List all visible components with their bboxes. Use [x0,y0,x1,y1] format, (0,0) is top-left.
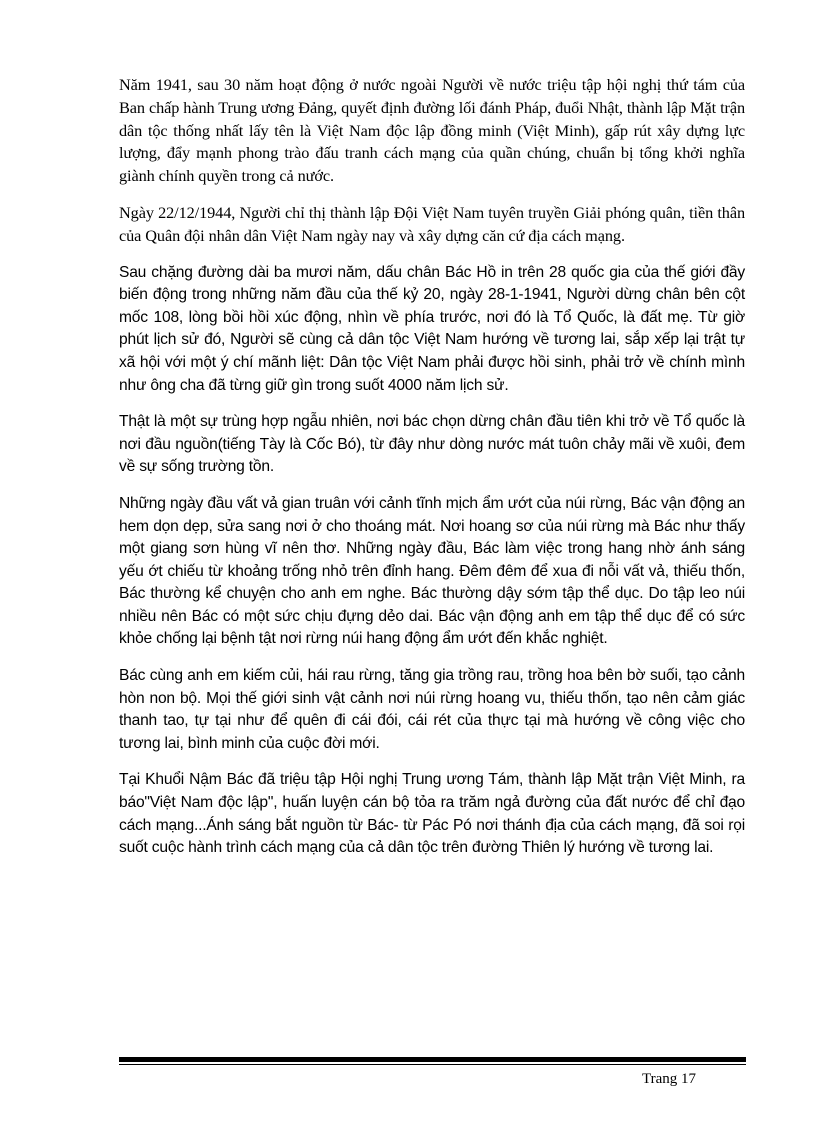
paragraph-coc-bo: Thật là một sự trùng hợp ngẫu nhiên, nơi bác chọn dừng chân đầu tiên khi trở về Tổ quốc là nơi đầu nguồn(tiếng Tày là Cốc Bó), từ đây như dòng nước mát tuôn chảy mãi về xuôi, đem về sự sống trường tồn. [119,413,745,476]
paragraph-liberation-army: Ngày 22/12/1944, Người chỉ thị thành lập Đội Việt Nam tuyên truyền Giải phóng quân, tiền thân của Quân đội nhân dân Việt Nam ngày nay và xây dựng căn cứ địa cách mạng. [119,202,745,245]
footer-divider-thin [119,1064,746,1065]
paragraph-daily-life: Bác cùng anh em kiếm củi, hái rau rừng, tăng gia trồng rau, trồng hoa bên bờ suối, tạo cảnh hòn non bộ. Mọi thế giới sinh vật cảnh nơi núi rừng hoang vu, thiếu thốn, tạo nên cảm giác thanh tao, tự tại như để quên đi cái đói, cái rét của thực tại mà hướng về công việc cho tương lai, bình minh của cuộc đời mới. [119,667,745,752]
paragraph-early-days: Những ngày đầu vất vả gian truân với cảnh tĩnh mịch ẩm ướt của núi rừng, Bác vận động an hem dọn dẹp, sửa sang nơi ở cho thoáng mát. Nơi hoang sơ của núi rừng mà Bác như thấy một giang sơn hùng vĩ nên thơ. Những ngày đầu, Bác làm việc trong hang nhờ ánh sáng yếu ớt chiếu từ khoảng trống nhỏ trên đỉnh hang. Đêm đêm để xua đi nỗi vất vả, thiếu thốn, Bác thường kể chuyện cho anh em nghe. Bác thường dậy sớm tập thể dục. Do tập leo núi nhiều nên Bác có một sức chịu đựng dẻo dai. Bác vận động anh em tập thể dục để có sức khỏe chống lại bệnh tật nơi rừng núi hang động ẩm ướt đến khắc nghiệt. [119,494,745,648]
document-body [119,74,745,874]
paragraph-khuoi-nam: Tại Khuổi Nậm Bác đã triệu tập Hội nghị Trung ương Tám, thành lập Mặt trận Việt Minh, ra báo"Việt Nam độc lập", huấn luyện cán bộ tỏa ra trăm ngả đường của đất nước để chỉ đạo cách mạng...Ánh sáng bắt nguồn từ Bác- từ Pác Pó nơi thánh địa của cách mạng, đã soi rọi suốt cuộc hành trình cách mạng của cả dân tộc trên đường Thiên lý hướng về tương lai. [119,771,745,857]
paragraph-1941-conference: Năm 1941, sau 30 năm hoạt động ở nước ngoài Người về nước triệu tập hội nghị thứ tám của Ban chấp hành Trung ương Đảng, quyết định đường lối đánh Pháp, đuổi Nhật, thành lập Mặt trận dân tộc thống nhất lấy tên là Việt Nam độc lập đồng minh (Việt Minh), gấp rút xây dựng lực lượng, đẩy mạnh phong trào đấu tranh cách mạng của quần chúng, chuẩn bị tổng khởi nghĩa giành chính quyền trong cả nước. [119,75,745,186]
page-number: Trang 17 [641,1071,696,1087]
footer-divider-thick [119,1057,746,1062]
paragraph-return-homeland: Sau chặng đường dài ba mươi năm, dấu chân Bác Hồ in trên 28 quốc gia của thế giới đầy biến động trong những năm đầu của thế kỷ 20, ngày 28-1-1941, Người dừng chân bên cột mốc 108, lòng bồi hồi xúc động, nhìn về phía trước, nơi đó là Tổ Quốc, là đất mẹ. Từ giờ phút lịch sử đó, Người sẽ cùng cả dân tộc Việt Nam hướng về tương lai, sắp xếp lại trật tự xã hội với một ý chí mãnh liệt: Dân tộc Việt Nam phải được hồi sinh, phải trở về chính mình như ông cha đã từng giữ gìn trong suốt 4000 năm lịch sử. [119,263,745,394]
